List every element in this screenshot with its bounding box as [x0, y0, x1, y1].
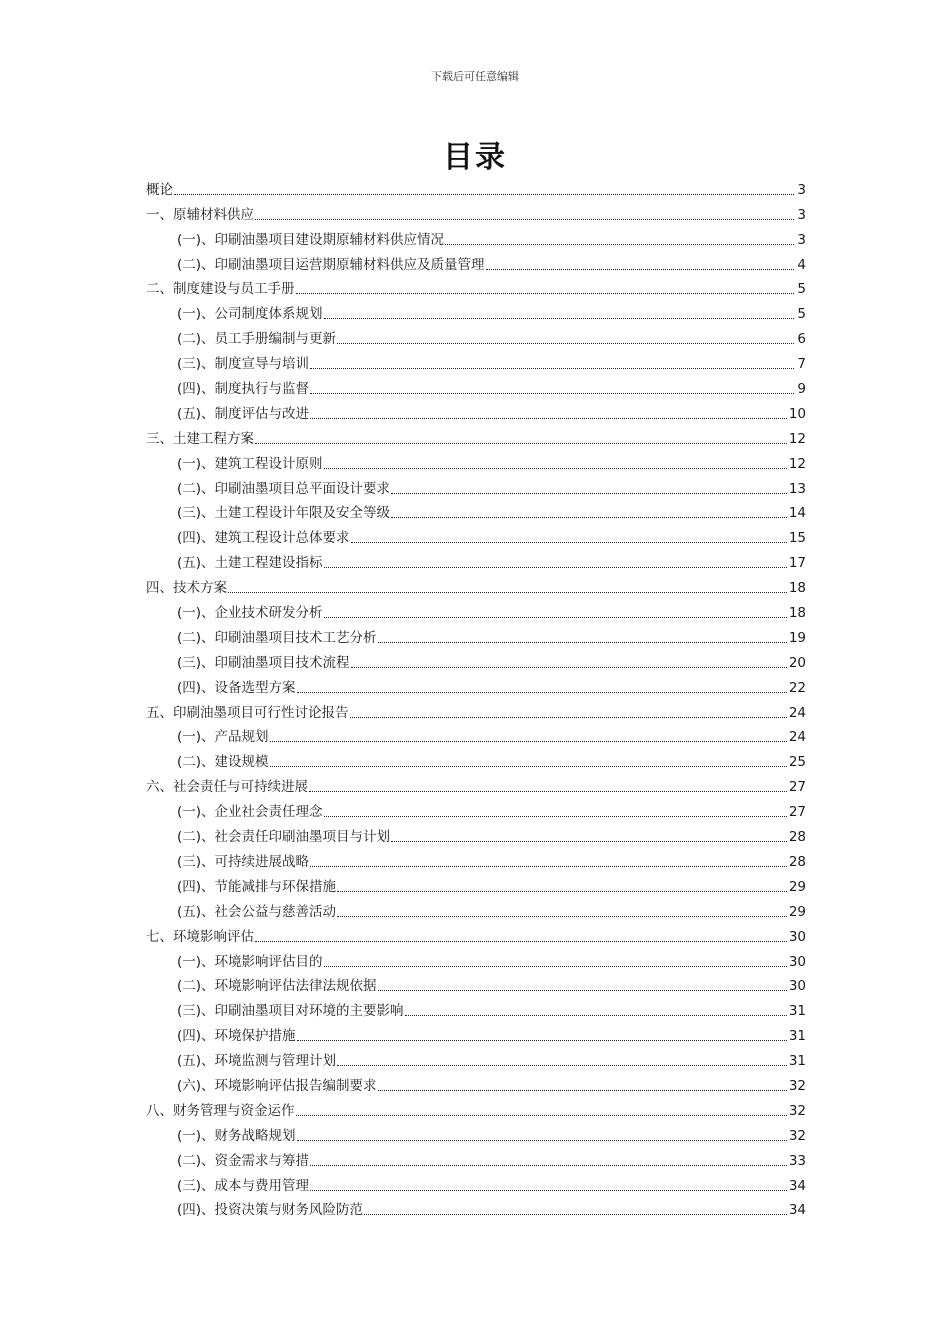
toc-entry-page-number: 33 — [788, 1152, 806, 1169]
toc-entry-page-number: 20 — [788, 654, 806, 671]
dot-leader — [297, 691, 787, 693]
toc-entry-page-number: 14 — [788, 505, 806, 522]
toc-entry-page-number: 28 — [788, 853, 806, 870]
toc-subsection-entry[interactable] — [146, 373, 806, 398]
header-note: 下载后可任意编辑 — [431, 70, 519, 83]
toc-entry-label: 五、印刷油墨项目可行性讨论报告 — [146, 704, 349, 721]
page-title: 目录 — [443, 140, 507, 175]
toc-entry-label: 概论 — [146, 181, 173, 198]
toc-entry-page-number: 27 — [788, 804, 806, 821]
toc-subsection-entry[interactable] — [146, 722, 806, 747]
dot-leader — [174, 193, 794, 195]
toc-subsection-entry[interactable] — [146, 1145, 806, 1170]
toc-entry-page-number: 30 — [788, 953, 806, 970]
toc-subsection-entry[interactable] — [146, 1070, 806, 1095]
toc-subsection-entry[interactable] — [146, 547, 806, 572]
toc-subsection-entry[interactable] — [146, 647, 806, 672]
toc-subsection-entry[interactable] — [146, 597, 806, 622]
toc-entry-page-number: 31 — [788, 1053, 806, 1070]
toc-entry-page-number: 32 — [788, 1127, 806, 1144]
dot-leader — [337, 890, 787, 892]
toc-entry-page-number: 29 — [788, 903, 806, 920]
dot-leader — [378, 989, 787, 991]
dot-leader — [228, 591, 787, 593]
dot-leader — [309, 790, 787, 792]
dot-leader — [310, 392, 794, 394]
dot-leader — [324, 815, 787, 817]
toc-entry-page-number: 12 — [788, 455, 806, 472]
dot-leader — [405, 1014, 787, 1016]
dot-leader — [324, 566, 787, 568]
toc-entry-page-number: 30 — [788, 978, 806, 995]
toc-entry-page-number: 13 — [788, 480, 806, 497]
toc-entry-page-number: 30 — [788, 928, 806, 945]
dot-leader — [391, 492, 787, 494]
toc-entry-page-number: 17 — [788, 555, 806, 572]
toc-subsection-entry[interactable] — [146, 473, 806, 498]
toc-entry-label: (六)、环境影响评估报告编制要求 — [177, 1077, 377, 1094]
toc-subsection-entry[interactable] — [146, 323, 806, 348]
toc-entry-page-number: 28 — [788, 829, 806, 846]
dot-leader — [255, 442, 787, 444]
toc-section-entry[interactable] — [146, 921, 806, 946]
toc-entry-label: (二)、印刷油墨项目总平面设计要求 — [177, 480, 391, 497]
toc-entry-label: (二)、建设规模 — [177, 754, 269, 771]
toc-entry-label: (二)、印刷油墨项目运营期原辅材料供应及质量管理 — [177, 256, 485, 273]
toc-subsection-entry[interactable] — [146, 298, 806, 323]
dot-leader — [337, 1064, 787, 1066]
toc-entry-page-number: 24 — [788, 704, 806, 721]
toc-subsection-entry[interactable] — [146, 896, 806, 921]
toc-entry-page-number: 15 — [788, 530, 806, 547]
toc-entry-page-number: 5 — [797, 281, 806, 298]
dot-leader — [310, 1189, 787, 1191]
toc-entry-page-number: 24 — [788, 729, 806, 746]
toc-entry-label: (一)、建筑工程设计原则 — [177, 455, 323, 472]
toc-subsection-entry[interactable] — [146, 1120, 806, 1145]
toc-entry-label: 八、财务管理与资金运作 — [146, 1102, 295, 1119]
toc-entry-label: (二)、环境影响评估法律法规依据 — [177, 978, 377, 995]
table-of-contents — [146, 174, 806, 1219]
toc-entry-label: (三)、印刷油墨项目对环境的主要影响 — [177, 1003, 404, 1020]
toc-subsection-entry[interactable] — [146, 522, 806, 547]
toc-entry-page-number: 18 — [788, 605, 806, 622]
toc-entry-label: (四)、环境保护措施 — [177, 1028, 296, 1045]
toc-entry-label: (五)、环境监测与管理计划 — [177, 1053, 337, 1070]
toc-section-entry[interactable] — [146, 697, 806, 722]
toc-entry-page-number: 31 — [788, 1028, 806, 1045]
toc-section-entry[interactable] — [146, 572, 806, 597]
dot-leader — [297, 1139, 787, 1141]
toc-subsection-entry[interactable] — [146, 871, 806, 896]
toc-entry-label: (三)、可持续进展战略 — [177, 853, 310, 870]
toc-entry-page-number: 7 — [797, 356, 806, 373]
dot-leader — [337, 915, 787, 917]
dot-leader — [351, 666, 787, 668]
toc-entry-label: (五)、社会公益与慈善活动 — [177, 903, 337, 920]
toc-entry-label: (四)、设备选型方案 — [177, 679, 296, 696]
toc-subsection-entry[interactable] — [146, 224, 806, 249]
dot-leader — [310, 367, 794, 369]
dot-leader — [378, 1089, 787, 1091]
toc-entry-label: (二)、社会责任印刷油墨项目与计划 — [177, 829, 391, 846]
toc-subsection-entry[interactable] — [146, 846, 806, 871]
toc-entry-label: 六、社会责任与可持续进展 — [146, 779, 308, 796]
toc-subsection-entry[interactable] — [146, 971, 806, 996]
dot-leader — [391, 840, 787, 842]
toc-entry-label: (一)、环境影响评估目的 — [177, 953, 323, 970]
dot-leader — [486, 268, 794, 270]
toc-subsection-entry[interactable] — [146, 746, 806, 771]
toc-entry-page-number: 3 — [797, 206, 806, 223]
dot-leader — [378, 641, 787, 643]
toc-entry-label: (一)、公司制度体系规划 — [177, 306, 323, 323]
dot-leader — [324, 965, 787, 967]
toc-entry-label: (三)、制度宣导与培训 — [177, 356, 310, 373]
dot-leader — [296, 1114, 787, 1116]
toc-entry-page-number: 27 — [788, 779, 806, 796]
toc-entry-label: (二)、印刷油墨项目技术工艺分析 — [177, 629, 377, 646]
toc-entry-label: (五)、制度评估与改进 — [177, 405, 310, 422]
toc-subsection-entry[interactable] — [146, 249, 806, 274]
dot-leader — [310, 417, 787, 419]
toc-entry-page-number: 25 — [788, 754, 806, 771]
toc-entry-page-number: 6 — [797, 331, 806, 348]
toc-entry-label: (三)、土建工程设计年限及安全等级 — [177, 505, 391, 522]
toc-subsection-entry[interactable] — [146, 1045, 806, 1070]
dot-leader — [310, 865, 787, 867]
dot-leader — [445, 243, 794, 245]
toc-subsection-entry[interactable] — [146, 1170, 806, 1195]
dot-leader — [364, 1213, 787, 1215]
toc-entry-label: (二)、员工手册编制与更新 — [177, 331, 337, 348]
toc-entry-label: (五)、土建工程建设指标 — [177, 555, 323, 572]
dot-leader — [337, 342, 794, 344]
toc-entry-label: (二)、资金需求与筹措 — [177, 1152, 310, 1169]
toc-entry-page-number: 34 — [788, 1177, 806, 1194]
toc-subsection-entry[interactable] — [146, 1195, 806, 1220]
toc-entry-label: (三)、成本与费用管理 — [177, 1177, 310, 1194]
toc-entry-page-number: 4 — [797, 256, 806, 273]
dot-leader — [270, 740, 787, 742]
toc-entry-label: (四)、建筑工程设计总体要求 — [177, 530, 350, 547]
dot-leader — [351, 541, 787, 543]
toc-subsection-entry[interactable] — [146, 1020, 806, 1045]
toc-entry-page-number: 32 — [788, 1077, 806, 1094]
toc-entry-label: (一)、财务战略规划 — [177, 1127, 296, 1144]
toc-section-entry[interactable] — [146, 274, 806, 299]
toc-entry-page-number: 9 — [797, 381, 806, 398]
toc-entry-label: 七、环境影响评估 — [146, 928, 254, 945]
toc-entry-label: (四)、节能减排与环保措施 — [177, 878, 337, 895]
toc-subsection-entry[interactable] — [146, 348, 806, 373]
toc-entry-page-number: 19 — [788, 629, 806, 646]
toc-section-entry[interactable] — [146, 199, 806, 224]
toc-subsection-entry[interactable] — [146, 946, 806, 971]
toc-section-entry[interactable] — [146, 1095, 806, 1120]
dot-leader — [324, 317, 794, 319]
dot-leader — [255, 218, 794, 220]
dot-leader — [350, 716, 787, 718]
toc-subsection-entry[interactable] — [146, 498, 806, 523]
toc-section-entry[interactable] — [146, 771, 806, 796]
dot-leader — [324, 616, 787, 618]
dot-leader — [296, 292, 795, 294]
toc-entry-page-number: 32 — [788, 1102, 806, 1119]
dot-leader — [310, 1164, 787, 1166]
toc-entry-label: (三)、印刷油墨项目技术流程 — [177, 654, 350, 671]
toc-subsection-entry[interactable] — [146, 622, 806, 647]
toc-entry-label: (四)、制度执行与监督 — [177, 381, 310, 398]
toc-entry-page-number: 18 — [788, 580, 806, 597]
toc-subsection-entry[interactable] — [146, 821, 806, 846]
toc-subsection-entry[interactable] — [146, 672, 806, 697]
toc-entry-page-number: 34 — [788, 1202, 806, 1219]
toc-entry-label: 一、原辅材料供应 — [146, 206, 254, 223]
toc-section-entry[interactable] — [146, 423, 806, 448]
toc-entry-page-number: 29 — [788, 878, 806, 895]
toc-entry-label: (一)、产品规划 — [177, 729, 269, 746]
toc-entry-page-number: 31 — [788, 1003, 806, 1020]
dot-leader — [270, 765, 787, 767]
toc-entry-label: 三、土建工程方案 — [146, 430, 254, 447]
toc-entry-page-number: 3 — [797, 231, 806, 248]
toc-subsection-entry[interactable] — [146, 796, 806, 821]
toc-entry-label: 二、制度建设与员工手册 — [146, 281, 295, 298]
toc-section-entry[interactable] — [146, 174, 806, 199]
toc-subsection-entry[interactable] — [146, 995, 806, 1020]
toc-entry-page-number: 22 — [788, 679, 806, 696]
toc-entry-page-number: 12 — [788, 430, 806, 447]
toc-subsection-entry[interactable] — [146, 448, 806, 473]
toc-entry-label: (一)、企业社会责任理念 — [177, 804, 323, 821]
toc-entry-page-number: 10 — [788, 405, 806, 422]
dot-leader — [324, 467, 787, 469]
toc-entry-label: (一)、企业技术研发分析 — [177, 605, 323, 622]
toc-entry-label: (一)、印刷油墨项目建设期原辅材料供应情况 — [177, 231, 445, 248]
toc-entry-label: (四)、投资决策与财务风险防范 — [177, 1202, 364, 1219]
toc-entry-page-number: 5 — [797, 306, 806, 323]
toc-subsection-entry[interactable] — [146, 398, 806, 423]
dot-leader — [391, 516, 787, 518]
toc-entry-page-number: 3 — [797, 181, 806, 198]
toc-entry-label: 四、技术方案 — [146, 580, 227, 597]
dot-leader — [255, 940, 787, 942]
dot-leader — [297, 1039, 787, 1041]
